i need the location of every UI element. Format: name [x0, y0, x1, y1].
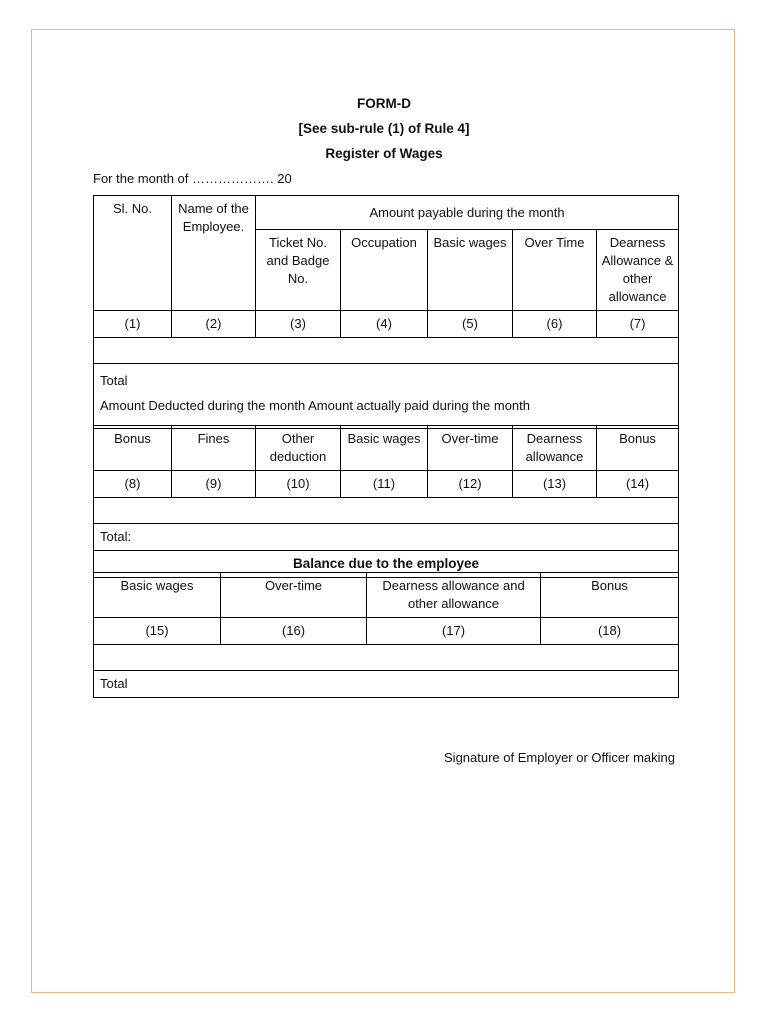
register-title: Register of Wages	[325, 146, 443, 161]
col-number: (13)	[513, 471, 597, 498]
header-occupation: Occupation	[341, 230, 428, 311]
signature-line: Signature of Employer or Officer making	[444, 750, 675, 765]
header-over-time: Over Time	[513, 230, 597, 311]
header-sl-no: Sl. No.	[94, 196, 172, 311]
col-number: (17)	[367, 618, 541, 645]
blank-entry-row	[94, 498, 679, 524]
deduction-table	[93, 425, 679, 578]
header-bonus: Bonus	[94, 426, 172, 471]
header-over-time: Over-time	[221, 573, 367, 618]
col-number: (6)	[513, 311, 597, 338]
total-label: Total	[94, 671, 679, 698]
col-number: (11)	[341, 471, 428, 498]
col-number: (3)	[256, 311, 341, 338]
header-over-time: Over-time	[428, 426, 513, 471]
header-basic-wages: Basic wages	[341, 426, 428, 471]
total-label: Total:	[94, 524, 679, 551]
header-employee-name: Name of the Employee.	[172, 196, 256, 311]
col-number: (8)	[94, 471, 172, 498]
header-amount-payable: Amount payable during the month	[256, 196, 679, 230]
header-bonus: Bonus	[541, 573, 679, 618]
col-number: (14)	[597, 471, 679, 498]
header-basic-wages: Basic wages	[428, 230, 513, 311]
amount-deducted-line: Amount Deducted during the month Amount actually paid during the month	[100, 398, 530, 413]
month-line: For the month of ………………. 20	[93, 171, 292, 186]
header-basic-wages: Basic wages	[94, 573, 221, 618]
col-number: (15)	[94, 618, 221, 645]
col-number: (9)	[172, 471, 256, 498]
col-number: (10)	[256, 471, 341, 498]
form-title: FORM-D	[357, 96, 411, 111]
blank-entry-row	[94, 645, 679, 671]
header-dearness-allowance: Dearness Allowance & other allowance	[597, 230, 679, 311]
header-fines: Fines	[172, 426, 256, 471]
header-other-deduction: Other deduction	[256, 426, 341, 471]
header-dearness-allowance: Dearness allowance and other allowance	[367, 573, 541, 618]
balance-table	[93, 572, 679, 698]
total-label: Total	[100, 373, 128, 388]
header-ticket-badge: Ticket No. and Badge No.	[256, 230, 341, 311]
col-number: (12)	[428, 471, 513, 498]
col-number: (16)	[221, 618, 367, 645]
col-number: (1)	[94, 311, 172, 338]
total-and-deduction-cell	[94, 364, 679, 429]
col-number: (5)	[428, 311, 513, 338]
rule-reference: [See sub-rule (1) of Rule 4]	[298, 121, 470, 136]
col-number: (7)	[597, 311, 679, 338]
header-bonus-paid: Bonus	[597, 426, 679, 471]
header-dearness-allowance: Dearness allowance	[513, 426, 597, 471]
col-number: (2)	[172, 311, 256, 338]
balance-due-title: Balance due to the employee	[94, 551, 679, 578]
col-number: (18)	[541, 618, 679, 645]
col-number: (4)	[341, 311, 428, 338]
payable-table	[93, 195, 679, 429]
blank-entry-row	[94, 338, 679, 364]
